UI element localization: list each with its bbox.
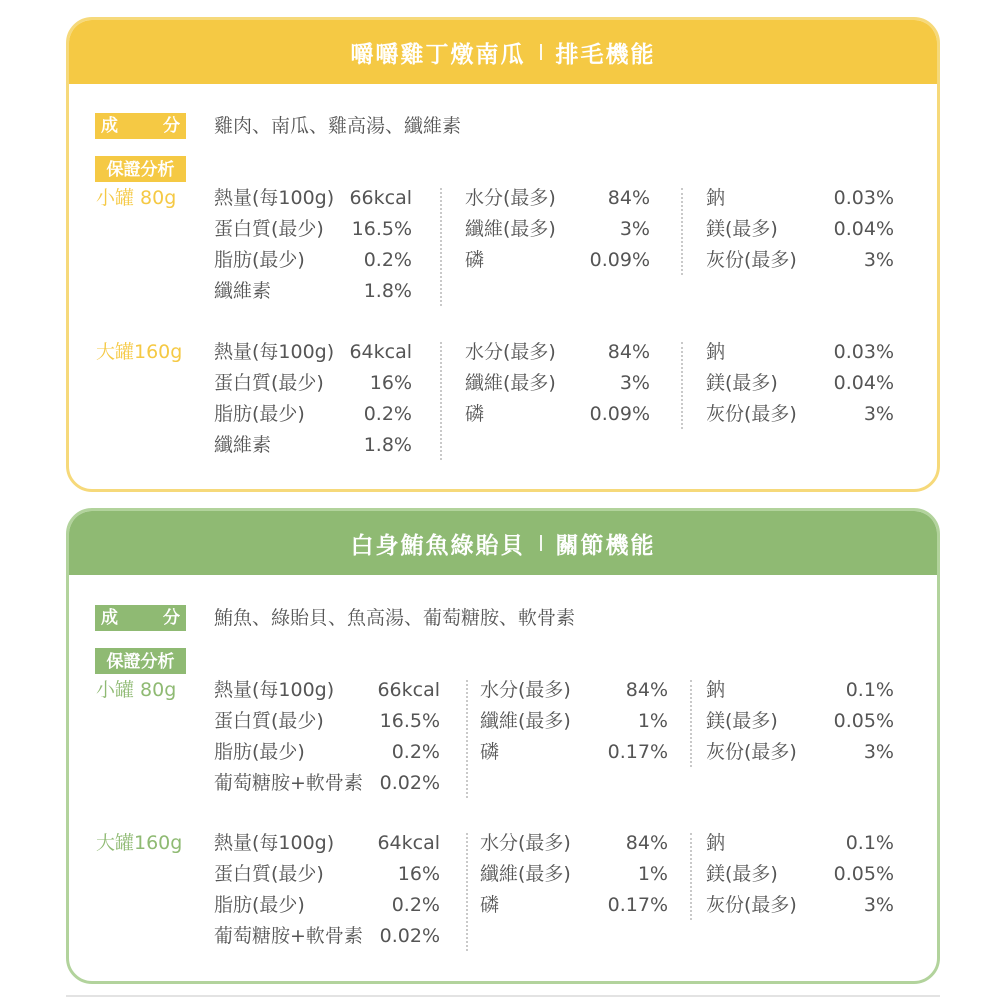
nutrient-value: 0.03% <box>833 187 894 209</box>
nutrient-name: 磷 <box>465 403 485 425</box>
nutrient-value: 0.2% <box>391 894 440 916</box>
analysis-tag: 保證分析 <box>95 156 186 182</box>
ingredients-tag-char: 分 <box>163 608 180 628</box>
nutrient-value: 3% <box>863 894 894 916</box>
nutrient-value: 0.04% <box>833 372 894 394</box>
nutrient-name: 纖維(最多) <box>465 218 556 240</box>
nutrient-value: 64kcal <box>349 341 412 363</box>
nutrient-name: 蛋白質(最少) <box>214 372 324 394</box>
can-size-label: 大罐160g <box>96 832 183 854</box>
column-divider <box>690 833 692 920</box>
nutrient-name: 熱量(每100g) <box>214 832 335 854</box>
column-divider <box>440 188 442 306</box>
nutrient-value: 16.5% <box>351 218 412 240</box>
nutrient-value: 0.04% <box>833 218 894 240</box>
ingredients-tag <box>95 113 186 139</box>
nutrient-value: 16% <box>397 863 440 885</box>
nutrient-name: 磷 <box>480 894 500 916</box>
nutrient-name: 熱量(每100g) <box>214 679 335 701</box>
ingredients-tag <box>95 605 186 631</box>
nutrient-value: 0.1% <box>845 832 894 854</box>
nutrient-name: 鎂(最多) <box>706 372 778 394</box>
nutrient-name: 水分(最多) <box>480 832 571 854</box>
nutrient-value: 0.17% <box>607 741 668 763</box>
nutrient-value: 66kcal <box>349 187 412 209</box>
nutrient-value: 0.1% <box>845 679 894 701</box>
nutrient-name: 蛋白質(最少) <box>214 863 324 885</box>
nutrient-value: 0.03% <box>833 341 894 363</box>
column-divider <box>681 342 683 429</box>
nutrient-value: 3% <box>863 249 894 271</box>
column-divider <box>466 680 468 798</box>
nutrient-value: 64kcal <box>377 832 440 854</box>
nutrient-name: 水分(最多) <box>465 187 556 209</box>
nutrient-name: 鈉 <box>706 187 726 209</box>
nutrient-name: 鈉 <box>706 341 726 363</box>
can-size-label: 小罐 80g <box>96 679 177 701</box>
nutrient-name: 纖維素 <box>214 434 272 456</box>
ingredients-tag-char: 分 <box>163 116 180 136</box>
nutrient-value: 1% <box>637 710 668 732</box>
product-card <box>66 17 940 492</box>
can-size-label: 大罐160g <box>96 341 183 363</box>
nutrient-name: 灰份(最多) <box>706 894 797 916</box>
product-function: 關節機能 <box>555 532 656 559</box>
ingredients-text: 鮪魚、綠貽貝、魚高湯、葡萄糖胺、軟骨素 <box>214 607 576 629</box>
nutrient-name: 纖維(最多) <box>480 710 571 732</box>
nutrient-value: 66kcal <box>377 679 440 701</box>
product-function: 排毛機能 <box>555 41 656 68</box>
nutrient-value: 3% <box>619 372 650 394</box>
nutrient-value: 0.09% <box>589 249 650 271</box>
nutrient-name: 鎂(最多) <box>706 218 778 240</box>
nutrient-name: 磷 <box>465 249 485 271</box>
nutrient-name: 葡萄糖胺+軟骨素 <box>214 925 363 947</box>
nutrient-name: 灰份(最多) <box>706 249 797 271</box>
product-card <box>66 508 940 984</box>
nutrient-name: 纖維(最多) <box>465 372 556 394</box>
ingredients-text: 雞肉、南瓜、雞高湯、纖維素 <box>214 115 462 137</box>
nutrient-value: 3% <box>619 218 650 240</box>
product-title: 白身鮪魚綠貽貝 <box>350 532 526 559</box>
can-size-label: 小罐 80g <box>96 187 177 209</box>
nutrient-value: 0.17% <box>607 894 668 916</box>
nutrient-value: 84% <box>625 679 668 701</box>
nutrient-name: 脂肪(最少) <box>214 741 305 763</box>
product-title: 嚼嚼雞丁燉南瓜 <box>350 41 526 68</box>
nutrient-value: 0.09% <box>589 403 650 425</box>
nutrient-value: 0.2% <box>363 403 412 425</box>
nutrient-name: 灰份(最多) <box>706 741 797 763</box>
nutrient-value: 0.05% <box>833 863 894 885</box>
nutrient-value: 1.8% <box>363 280 412 302</box>
nutrient-value: 0.05% <box>833 710 894 732</box>
analysis-tag: 保證分析 <box>95 648 186 674</box>
nutrient-value: 1% <box>637 863 668 885</box>
title-separator <box>540 535 542 551</box>
ingredients-tag-char: 成 <box>101 608 118 628</box>
nutrient-name: 熱量(每100g) <box>214 341 335 363</box>
nutrient-value: 0.2% <box>363 249 412 271</box>
nutrient-name: 脂肪(最少) <box>214 249 305 271</box>
nutrient-value: 3% <box>863 741 894 763</box>
nutrient-name: 纖維(最多) <box>480 863 571 885</box>
nutrient-value: 84% <box>625 832 668 854</box>
nutrient-name: 磷 <box>480 741 500 763</box>
nutrient-name: 鈉 <box>706 832 726 854</box>
nutrient-name: 鎂(最多) <box>706 863 778 885</box>
nutrient-value: 1.8% <box>363 434 412 456</box>
nutrient-name: 脂肪(最少) <box>214 403 305 425</box>
column-divider <box>690 680 692 767</box>
nutrient-value: 0.02% <box>379 925 440 947</box>
nutrient-value: 0.2% <box>391 741 440 763</box>
nutrient-name: 水分(最多) <box>465 341 556 363</box>
nutrient-value: 3% <box>863 403 894 425</box>
column-divider <box>440 342 442 460</box>
nutrient-value: 84% <box>607 341 650 363</box>
nutrient-value: 16% <box>369 372 412 394</box>
nutrient-value: 16.5% <box>379 710 440 732</box>
nutrient-name: 鎂(最多) <box>706 710 778 732</box>
card-header <box>69 511 937 575</box>
nutrient-name: 脂肪(最少) <box>214 894 305 916</box>
nutrient-name: 蛋白質(最少) <box>214 218 324 240</box>
nutrient-name: 熱量(每100g) <box>214 187 335 209</box>
nutrient-name: 葡萄糖胺+軟骨素 <box>214 772 363 794</box>
nutrient-name: 灰份(最多) <box>706 403 797 425</box>
nutrient-name: 蛋白質(最少) <box>214 710 324 732</box>
column-divider <box>681 188 683 275</box>
nutrient-value: 84% <box>607 187 650 209</box>
column-divider <box>466 833 468 951</box>
bottom-divider <box>66 995 940 997</box>
nutrient-name: 纖維素 <box>214 280 272 302</box>
ingredients-tag-char: 成 <box>101 116 118 136</box>
title-separator <box>540 44 542 60</box>
card-header <box>69 20 937 84</box>
nutrient-name: 鈉 <box>706 679 726 701</box>
nutrient-name: 水分(最多) <box>480 679 571 701</box>
nutrient-value: 0.02% <box>379 772 440 794</box>
